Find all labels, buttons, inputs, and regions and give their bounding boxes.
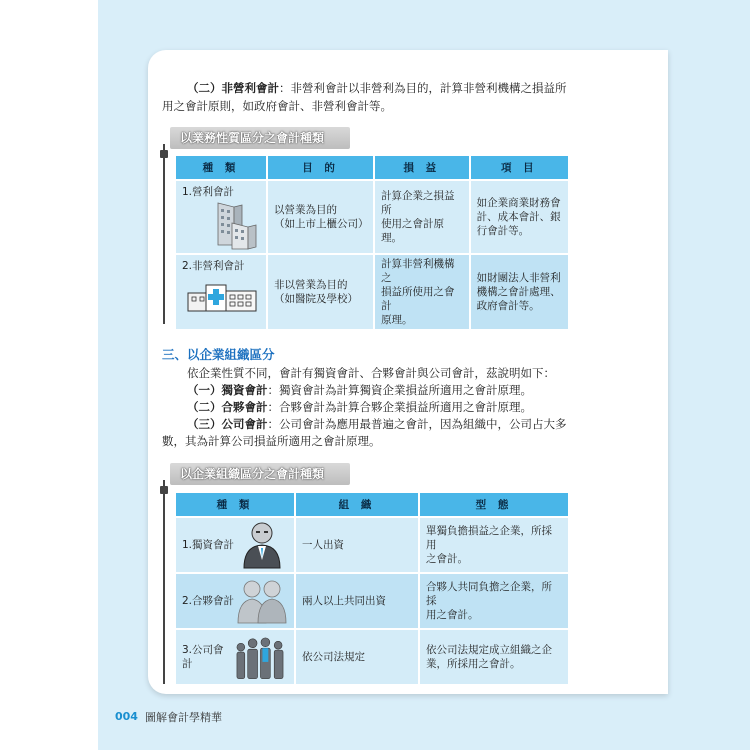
type-label: 2.合夥會計 <box>182 595 235 607</box>
item-text: ：合夥會計為計算合夥企業損益所適用之會計原理。 <box>267 400 532 414</box>
table1-rule <box>163 144 165 324</box>
cell-text: 非以營業為目的 <box>274 279 348 291</box>
cell-text: 行會計等。 <box>476 225 530 237</box>
intro-line-1 <box>187 79 567 97</box>
section-item-3-cont: 數，其為計算公司損益所適用之會計原理。 <box>162 434 381 448</box>
table1-header-purpose: 目 的 <box>268 156 373 179</box>
section-heading: 三、以企業組織區分 <box>162 347 275 362</box>
cell-text: 如財團法人非營利 <box>476 272 561 284</box>
table1-header-profit: 損 益 <box>375 156 469 179</box>
cell-text: 計算非營利機構之 <box>381 258 455 284</box>
cell-text: 以營業為目的 <box>274 204 337 216</box>
partners-icon <box>236 577 288 625</box>
section-item-3 <box>187 415 567 433</box>
table2-cell-org: 一人出資 <box>296 518 418 572</box>
cell-text: 計算企業之損益所 <box>381 190 455 216</box>
table2-cell-type <box>176 518 294 572</box>
item-term: （二）合夥會計 <box>187 400 268 414</box>
table-row <box>176 255 568 329</box>
table1-cell-type <box>176 181 266 253</box>
cell-text: 合夥人共同負擔之企業，所採 <box>426 581 552 607</box>
table1-cell-purpose <box>268 181 373 253</box>
table2-rule <box>163 480 165 684</box>
type-label: 1.營利會計 <box>182 186 235 198</box>
table2-cell-org: 依公司法規定 <box>296 630 418 684</box>
item-term: （三）公司會計 <box>187 417 268 431</box>
table2-cell-form <box>420 574 568 628</box>
book-title: 圖解會計學精華 <box>145 711 222 724</box>
cell-text: 業，所採用之會計。 <box>426 658 521 670</box>
section-item-2 <box>187 398 532 416</box>
table1-cell-items <box>471 255 568 329</box>
cell-text: （如上市上櫃公司） <box>274 218 369 230</box>
table2-rule-marker <box>160 486 168 494</box>
cell-text: 單獨負擔損益之企業，所採用 <box>426 525 552 551</box>
table1-rule-marker <box>160 150 168 158</box>
table1-header-items: 項 目 <box>471 156 568 179</box>
hospital-school-icon <box>182 273 260 317</box>
table2-cell-org: 兩人以上共同出資 <box>296 574 418 628</box>
table2-label: 以企業組織區分之會計種類 <box>170 463 350 485</box>
table-row <box>176 518 568 572</box>
table1-cell-type <box>176 255 266 329</box>
cell-text: 政府會計等。 <box>476 300 540 312</box>
intro-term: （二）非營利會計 <box>187 81 279 95</box>
table2 <box>174 491 570 686</box>
table1-cell-profit <box>375 255 469 329</box>
type-label: 1.獨資會計 <box>182 539 235 551</box>
cell-text: 損益所使用之會計 <box>381 286 455 312</box>
item-term: （一）獨資會計 <box>187 383 268 397</box>
type-label: 3.公司會計 <box>182 644 224 670</box>
item-text: ：公司會計為應用最普遍之會計，因為組織中，公司占大多 <box>267 417 567 431</box>
cell-text: 機構之會計處理、 <box>476 286 561 298</box>
table1-cell-profit <box>375 181 469 253</box>
table2-header-org: 組 織 <box>296 493 418 516</box>
single-owner-icon <box>236 520 288 570</box>
table1 <box>174 154 570 331</box>
cell-text: 原理。 <box>381 314 413 326</box>
table2-header-type: 種 類 <box>176 493 294 516</box>
intro-line-2: 用之會計原則，如政府會計、非營利會計等。 <box>162 99 392 113</box>
cell-text: 依公司法規定成立組織之企 <box>426 644 552 656</box>
table1-cell-items <box>471 181 568 253</box>
table-row <box>176 630 568 684</box>
type-label: 2.非營利會計 <box>182 260 245 272</box>
section-item-1 <box>187 381 532 399</box>
item-text: ：獨資會計為計算獨資企業損益所適用之會計原理。 <box>267 383 532 397</box>
table1-label: 以業務性質區分之會計種類 <box>170 127 350 149</box>
table2-header-form: 型 態 <box>420 493 568 516</box>
company-group-icon <box>233 633 288 681</box>
cell-text: 如企業商業財務會 <box>476 197 561 209</box>
table1-cell-purpose <box>268 255 373 329</box>
table1-header-type: 種 類 <box>176 156 266 179</box>
cell-text: 計、成本會計、銀 <box>476 211 561 223</box>
table-row <box>176 181 568 253</box>
cell-text: （如醫院及學校） <box>274 293 358 305</box>
cell-text: 使用之會計原理。 <box>381 218 445 244</box>
table2-cell-type <box>176 630 294 684</box>
intro-text: ：非營利會計以非營利為目的，計算非營利機構之損益所 <box>279 81 567 95</box>
section-paragraph: 依企業性質不同，會計有獨資會計、合夥會計與公司會計，茲說明如下： <box>187 366 555 380</box>
table2-cell-type <box>176 574 294 628</box>
cell-text: 之會計。 <box>426 553 468 565</box>
cell-text: 用之會計。 <box>426 609 479 621</box>
table2-cell-form <box>420 630 568 684</box>
table-row <box>176 574 568 628</box>
office-buildings-icon <box>182 199 260 251</box>
page-number: 004 <box>115 710 138 723</box>
table2-cell-form <box>420 518 568 572</box>
